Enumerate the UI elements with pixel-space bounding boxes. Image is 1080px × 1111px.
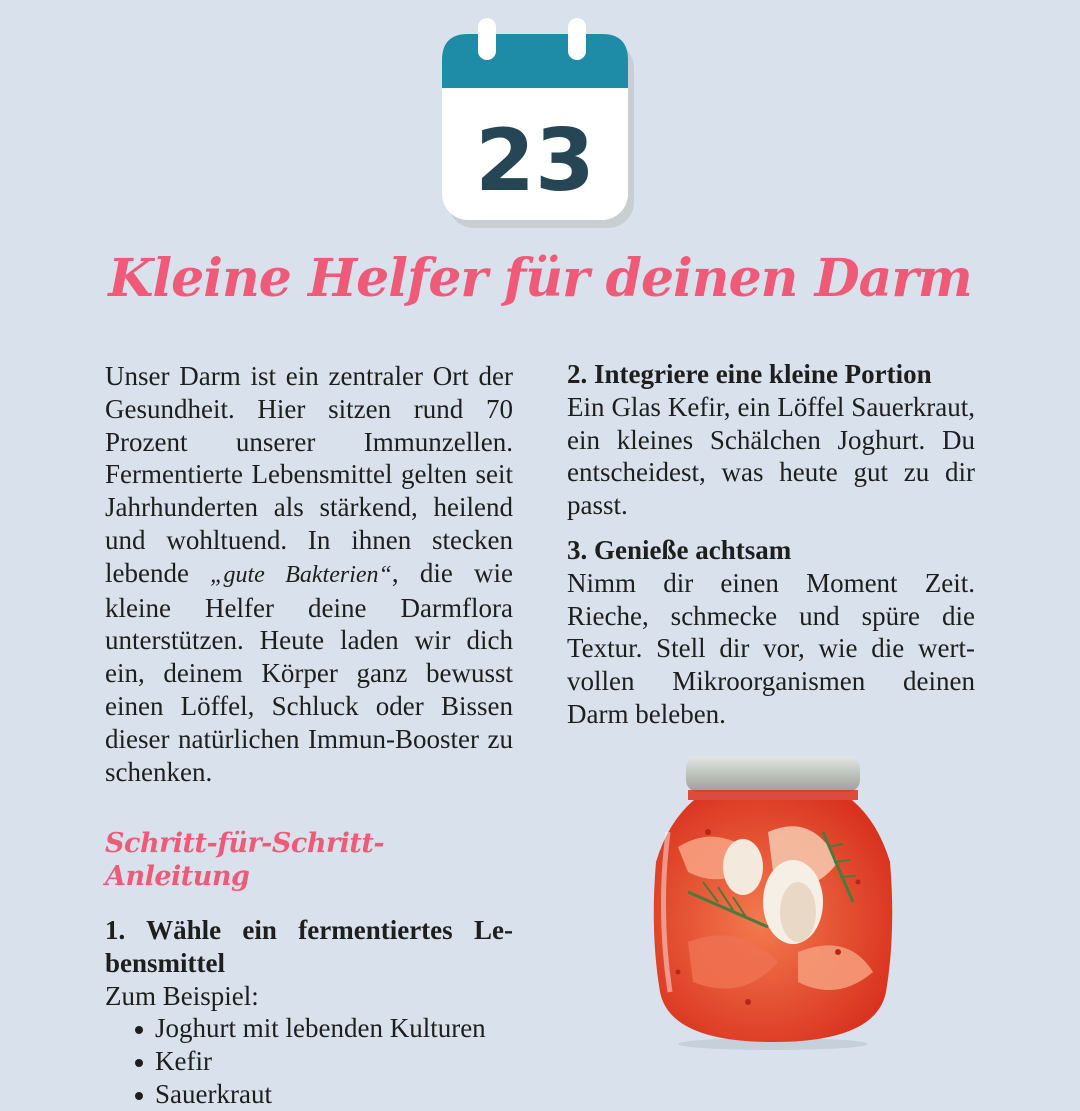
step-1 bbox=[105, 914, 513, 1111]
right-column bbox=[567, 358, 975, 731]
step-2-text: Ein Glas Kefir, ein Löffel Sauerkraut, ein kleines Schälchen Joghurt. Du entscheidest, was heute gut zu dir passt. bbox=[567, 391, 975, 521]
list-item: Sauerkraut bbox=[135, 1078, 513, 1111]
step-1-text: Zum Beispiel: bbox=[105, 980, 259, 1011]
step-1-title: 1. Wähle ein fermentiertes Lebensmittel bbox=[105, 914, 513, 978]
guide-heading: Schritt-für-Schritt-Anleitung bbox=[105, 828, 385, 893]
step-3 bbox=[567, 534, 975, 731]
step-3-title: 3. Genieße achtsam bbox=[567, 534, 792, 565]
calendar-icon bbox=[438, 18, 638, 233]
intro-emphasis: „gute Bakterien“ bbox=[210, 561, 392, 588]
list-item: Kefir bbox=[135, 1045, 513, 1078]
list-item: Joghurt mit lebenden Kulturen bbox=[135, 1012, 513, 1045]
page-title: Kleine Helfer für deinen Darm bbox=[108, 248, 972, 309]
example-list bbox=[135, 1012, 513, 1110]
intro-paragraph: Unser Darm ist ein zentraler Ort der Gesundheit. Hier sitzen rund 70 Prozent unserer Immunzellen. Fermentierte Lebensmittel gelten seit Jahrhunderten als stärkend, heilend und wohltuend. In ihnen stecken lebende „gute Bakterien“, die wie kleine Helfer deine Darmflora unterstützen. Heute laden wir dich ein, deinem Körper ganz bewusst einen Löffel, Schluck oder Bissen dieser natürlichen Immun-Booster zu schenken. bbox=[105, 361, 513, 787]
left-column bbox=[105, 360, 513, 1111]
step-3-text: Nimm dir einen Moment Zeit. Rieche, schmecke und spüre die Textur. Stell dir vor, wie die wertvollen Mikroorganismen deinen Darm beleben. bbox=[567, 567, 975, 729]
step-2 bbox=[567, 358, 975, 522]
step-2-title: 2. Integriere eine kleine Portion bbox=[567, 359, 932, 389]
kimchi-jar-image bbox=[648, 752, 898, 1052]
calendar-day: 23 bbox=[475, 111, 595, 211]
